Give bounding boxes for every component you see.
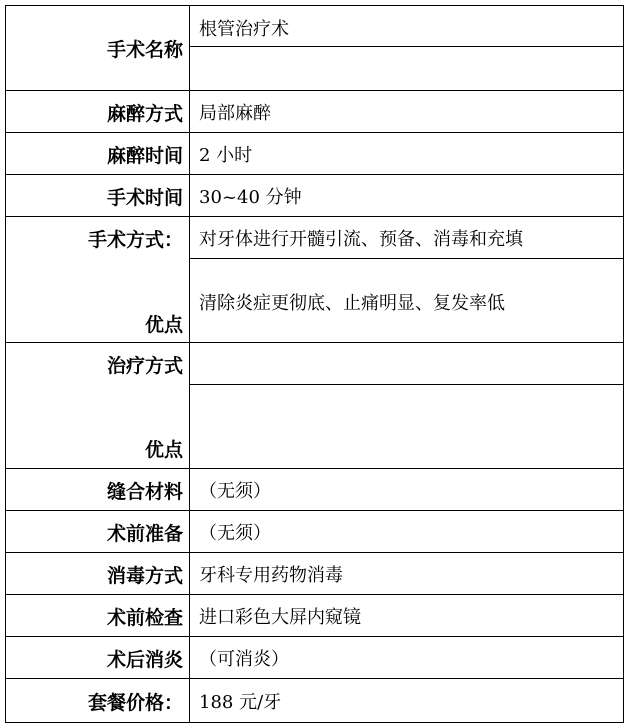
price-value: 188 元/牙 — [199, 692, 282, 713]
surgery-time-label: 手术时间 — [106, 187, 183, 209]
surgery-info-table — [5, 5, 624, 723]
anesthesia-method-label: 麻醉方式 — [106, 103, 183, 125]
surgery-name-value: 根管治疗术 — [199, 19, 289, 40]
anesthesia-method-value: 局部麻醉 — [199, 103, 271, 124]
row-divider — [5, 342, 624, 343]
treatment-advantage-label: 优点 — [144, 439, 183, 461]
surgery-advantage-label: 优点 — [144, 314, 183, 336]
postop-value: （可消炎） — [199, 649, 289, 670]
row-divider — [5, 132, 624, 133]
column-divider — [189, 5, 190, 723]
preop-exam-label: 术前检查 — [106, 607, 183, 629]
preop-prep-label: 术前准备 — [106, 523, 183, 545]
anesthesia-time-value: 2 小时 — [199, 145, 253, 166]
anesthesia-time-label: 麻醉时间 — [106, 145, 183, 167]
disinfection-label: 消毒方式 — [106, 565, 183, 587]
surgery-time-value: 30~40 分钟 — [199, 187, 302, 208]
treatment-method-label: 治疗方式 — [106, 355, 183, 377]
postop-label: 术后消炎 — [106, 649, 183, 671]
price-label: 套餐价格： — [87, 692, 183, 714]
row-divider — [5, 594, 624, 595]
surgery-method-label: 手术方式： — [87, 229, 183, 251]
table-border-bottom — [5, 722, 624, 723]
surgery-name-label: 手术名称 — [106, 39, 183, 61]
row-divider — [5, 174, 624, 175]
preop-exam-value: 进口彩色大屏内窥镜 — [199, 607, 361, 628]
row-divider — [5, 678, 624, 679]
table-border-right — [623, 5, 624, 723]
row-divider — [5, 90, 624, 91]
suture-material-label: 缝合材料 — [106, 481, 183, 503]
disinfection-value: 牙科专用药物消毒 — [199, 565, 343, 586]
row-divider — [5, 216, 624, 217]
row-divider — [5, 552, 624, 553]
value-divider — [189, 384, 624, 385]
value-divider — [189, 46, 624, 47]
surgery-advantage-value: 清除炎症更彻底、止痛明显、复发率低 — [199, 293, 505, 314]
table-border-top — [5, 5, 624, 6]
value-divider — [189, 258, 624, 259]
row-divider — [5, 510, 624, 511]
row-divider — [5, 636, 624, 637]
surgery-method-value: 对牙体进行开髓引流、预备、消毒和充填 — [199, 229, 523, 250]
preop-prep-value: （无须） — [199, 523, 271, 544]
row-divider — [5, 468, 624, 469]
suture-material-value: （无须） — [199, 481, 271, 502]
